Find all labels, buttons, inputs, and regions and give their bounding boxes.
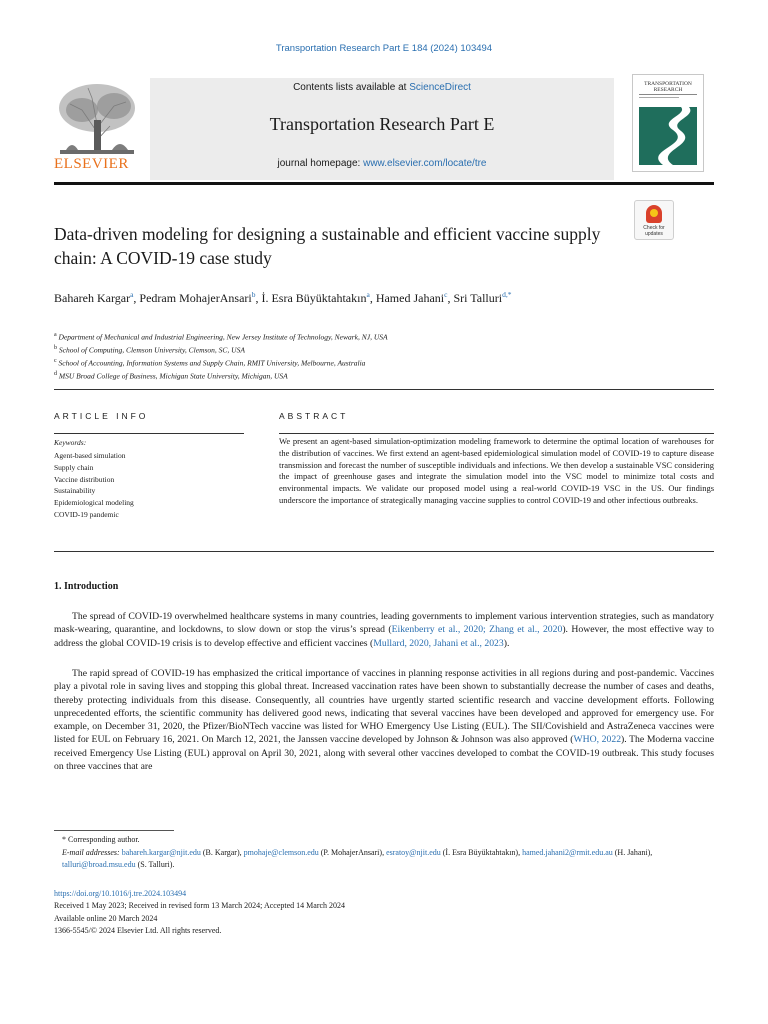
- email-link[interactable]: esratoy@njit.edu: [386, 847, 441, 857]
- email-owner: (B. Kargar),: [200, 847, 244, 857]
- citation-link[interactable]: Mullard, 2020, Jahani et al., 2023: [373, 637, 504, 649]
- cover-title-line2: RESEARCH: [653, 87, 683, 93]
- doi-link[interactable]: https://doi.org/10.1016/j.tre.2024.103494: [54, 889, 187, 898]
- footnotes: [54, 834, 714, 872]
- affiliation-text: MSU Broad College of Business, Michigan State University, Michigan, USA: [58, 371, 288, 381]
- available-online: Available online 20 March 2024: [54, 913, 158, 923]
- cover-image: [633, 75, 703, 171]
- email-addresses: [54, 847, 714, 872]
- abstract-top-rule: [279, 433, 714, 434]
- author-name[interactable]: Bahareh Kargar: [54, 291, 131, 305]
- sciencedirect-link[interactable]: ScienceDirect: [409, 82, 471, 93]
- citation-link[interactable]: Eikenberry et al., 2020; Zhang et al., 2020: [391, 624, 563, 636]
- homepage-line: [150, 158, 614, 169]
- publication-info: [54, 888, 714, 937]
- section-divider: [54, 389, 714, 390]
- author-name[interactable]: İ. Esra Büyüktahtakın: [261, 291, 367, 305]
- author-name[interactable]: Pedram MohajerAnsari: [139, 291, 252, 305]
- corresponding-author-note: * Corresponding author.: [62, 835, 140, 844]
- email-link[interactable]: pmohaje@clemson.edu: [243, 847, 319, 857]
- copyright-notice: 1366-5545/© 2024 Elsevier Ltd. All rights reserved.: [54, 925, 222, 935]
- affiliation-mark: d: [54, 371, 57, 377]
- homepage-prefix: journal homepage:: [277, 158, 364, 169]
- introduction-heading: 1. Introduction: [54, 581, 119, 592]
- journal-cover-thumbnail[interactable]: [632, 74, 704, 172]
- keyword-item: Vaccine distribution: [54, 474, 115, 484]
- affiliation-mark: a: [54, 332, 57, 338]
- author-affil-mark[interactable]: d,*: [502, 290, 512, 299]
- author-affil-mark[interactable]: a: [366, 290, 370, 299]
- affiliation-text: School of Accounting, Information Systems and Supply Chain, RMIT University, Melbourne, Australia: [58, 358, 366, 368]
- header-rule: [54, 182, 714, 185]
- affiliation-text: Department of Mechanical and Industrial Engineering, New Jersey Institute of Technology, Newark, NJ, USA: [58, 332, 388, 342]
- keywords-list: [54, 450, 244, 521]
- email-link[interactable]: talluri@broad.msu.edu: [62, 860, 136, 869]
- affiliation-item: [54, 369, 654, 382]
- abstract-text: We present an agent-based simulation-optimization modeling framework to determine the optimal location of warehouses for the distribution of vaccines. We first extend an agent-based epidemiological simulation model of COVID-19 to capture disease transmission and forecast the number of susceptible individuals and infections. We then develop a sustainable VSC considering the impact of greenhouse gases and integrate the simulation model into the VSC model to minimize total costs and environmental impacts. We validate our proposed model using a real-world COVID-19 VSC in the US. Our findings underscore the importance of strategically managing vaccine supplies to control COVID-19 and other infectious outbreaks.: [279, 436, 714, 505]
- affiliation-mark: c: [54, 358, 57, 364]
- contents-line: [150, 82, 614, 93]
- email-link[interactable]: bahareh.kargar@njit.edu: [121, 847, 201, 857]
- received-dates: Received 1 May 2023; Received in revised form 13 March 2024; Accepted 14 March 2024: [54, 901, 346, 911]
- email-owner: (P. MohajerAnsari),: [318, 847, 387, 857]
- article-info-heading: ARTICLE INFO: [54, 411, 149, 421]
- author-affil-mark[interactable]: a: [130, 290, 134, 299]
- affiliation-item: [54, 356, 654, 369]
- keyword-item: Sustainability: [54, 486, 96, 496]
- email-owner: (İ. Esra Büyüktahtakın),: [440, 847, 523, 857]
- crossmark-icon: [646, 205, 662, 223]
- abstract-heading: ABSTRACT: [279, 411, 349, 421]
- abstract-bottom-rule: [54, 551, 714, 552]
- keyword-item: Agent-based simulation: [54, 451, 126, 460]
- paragraph-text: ).: [503, 637, 510, 649]
- email-owner: (S. Talluri).: [135, 860, 175, 869]
- check-for-updates-button[interactable]: [634, 200, 674, 240]
- footnote-rule: [54, 830, 174, 831]
- citation-link[interactable]: WHO, 2022: [573, 734, 622, 746]
- email-owner: (H. Jahani),: [612, 847, 653, 857]
- paragraph-text: The rapid spread of COVID-19 has emphasized the critical importance of vaccines in planning response activities in all regions during and post-pandemic. Vaccines play a pivotal role in saving lives and stopping this global threat. Increased vaccination rates have been shown to substantially decrease the number of cases and deaths, thereby protecting individuals from this disease. Consequently, all countries have urgently started scientific research and vaccine development efforts. Following unprecedented efforts, the scientific community has delivered good news, indicating that several vaccines have been developed and approved for emergency use. For example, on December 31, 2020, the Pfizer/BioNTech vaccine was listed for WHO Emergency Use Listing (EUL). The SII/Covishield and AstraZeneca vaccines were listed for EUL on February 16, 2021. On March 12, 2021, the Janssen vaccine developed by Johnson & Johnson was also approved (: [54, 668, 714, 746]
- paper-title: Data-driven modeling for designing a sustainable and efficient vaccine supply chain: A COVID-19 case study: [54, 224, 601, 268]
- email-label: E-mail addresses:: [62, 847, 122, 857]
- article-info-rule: [54, 433, 244, 434]
- affiliations: [54, 330, 654, 382]
- contents-prefix: Contents lists available at: [293, 82, 410, 93]
- intro-paragraph-2: [54, 667, 714, 773]
- check-updates-label: Check for updates: [643, 225, 665, 237]
- affiliation-item: [54, 330, 654, 343]
- journal-reference[interactable]: Transportation Research Part E 184 (2024) 103494: [275, 43, 493, 54]
- journal-homepage-link[interactable]: www.elsevier.com/locate/tre: [363, 158, 487, 169]
- author-affil-mark[interactable]: b: [251, 290, 256, 299]
- paragraph-text: ). However, the most effective way to address the global COVID-19 crisis is to develop effective and efficient vaccines (: [54, 624, 714, 649]
- paragraph-text: The spread of COVID-19 overwhelmed healthcare systems in many countries, leading governments to implement various intervention strategies, such as mandatory mask-wearing, quarantine, and lockdowns, to slow down or stop the virus’s spread (: [54, 611, 714, 636]
- paragraph-text: ). The Moderna vaccine received Emergency Use Listing (EUL) approval on April 30, 2021, along with several other vaccines developed to combat the COVID-19 outbreak. This study focuses on three vaccines that are: [54, 734, 714, 773]
- keyword-item: Epidemiological modeling: [54, 498, 134, 508]
- elsevier-wordmark: ELSEVIER: [54, 156, 129, 172]
- keyword-item: Supply chain: [54, 462, 94, 472]
- author-name[interactable]: Sri Talluri: [453, 291, 503, 305]
- keyword-item: COVID-19 pandemic: [54, 509, 119, 519]
- author-name[interactable]: Hamed Jahani: [375, 291, 445, 305]
- affiliation-item: [54, 343, 654, 356]
- keywords-label: Keywords:: [54, 438, 87, 447]
- cover-title-line1: TRANSPORTATION: [644, 81, 692, 87]
- intro-paragraph-1: [54, 610, 714, 650]
- affiliation-text: School of Computing, Clemson University, Clemson, SC, USA: [58, 345, 245, 355]
- journal-title: Transportation Research Part E: [269, 114, 495, 134]
- affiliation-mark: b: [54, 345, 57, 351]
- email-link[interactable]: hamed.jahani2@rmit.edu.au: [522, 847, 613, 857]
- author-list: Bahareh Kargar$^a$, Pedram MohajerAnsari$^b$, İ. Esra Büyüktahtakın$^a$, Hamed Jahani$^c$, Sri Talluri$^{d,*}$: [54, 290, 512, 305]
- author-affil-mark[interactable]: c: [444, 290, 448, 299]
